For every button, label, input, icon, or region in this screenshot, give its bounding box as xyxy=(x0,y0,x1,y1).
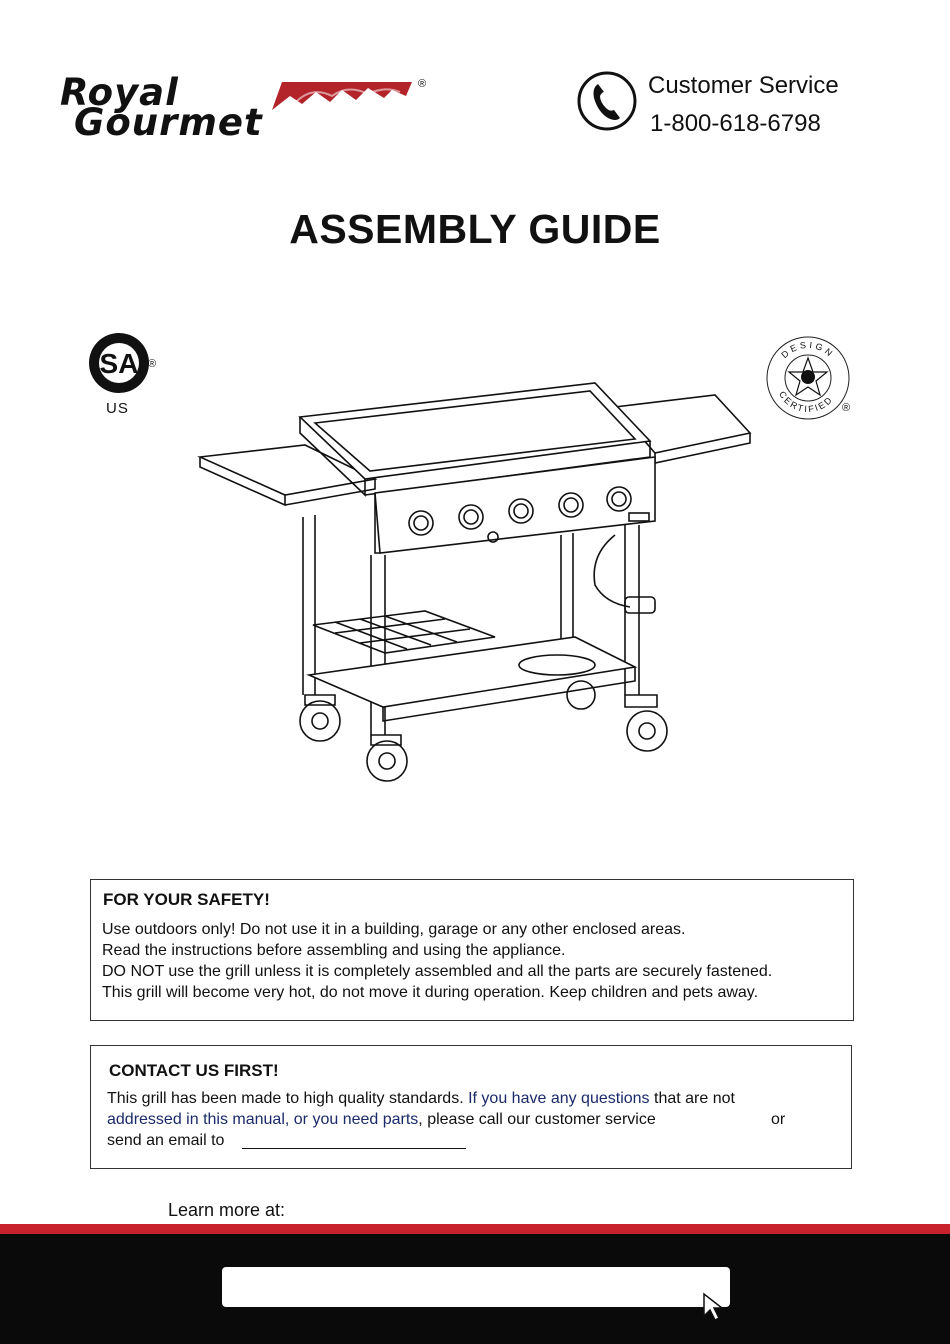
registered-mark: ® xyxy=(418,78,427,90)
contact-line-3: send an email to xyxy=(107,1132,225,1149)
contact-heading: CONTACT US FIRST! xyxy=(109,1061,279,1080)
safety-line: This grill will become very hot, do not move it during operation. Keep children and pets away. xyxy=(102,984,759,1001)
safety-line: Use outdoors only! Do not use it in a building, garage or any other enclosed areas. xyxy=(102,921,686,938)
svg-text:CERTIFIED xyxy=(777,389,835,414)
brand-logo xyxy=(58,72,438,152)
brand-name-line2: Gourmet xyxy=(74,101,263,144)
customer-service-title: Customer Service xyxy=(648,72,839,99)
phone-icon xyxy=(576,70,638,132)
griddle-grill-illustration xyxy=(195,375,760,795)
csa-letters: SA xyxy=(99,348,139,379)
page-title: ASSEMBLY GUIDE xyxy=(289,206,661,252)
contact-line-2: addressed in this manual, or you need parts, please call our customer service xyxy=(107,1111,656,1128)
website-url-box[interactable] xyxy=(222,1267,730,1307)
contact-notice-box xyxy=(90,1045,852,1169)
safety-line: Read the instructions before assembling and using the appliance. xyxy=(102,942,566,959)
csa-certification-mark xyxy=(88,330,160,420)
seal-top-text: DESIGN xyxy=(779,339,837,361)
csa-registered-mark: ® xyxy=(148,358,157,370)
seal-bottom-text: CERTIFIED xyxy=(777,389,836,415)
customer-service-phone[interactable]: 1-800-618-6798 xyxy=(650,110,821,137)
contact-line-1: This grill has been made to high quality standards. If you have any questions that are not xyxy=(107,1090,735,1107)
csa-country-label: US xyxy=(106,400,129,417)
contact-or: or xyxy=(771,1111,786,1128)
safety-heading: FOR YOUR SAFETY! xyxy=(103,890,270,909)
pointer-cursor-icon xyxy=(700,1292,726,1322)
design-certified-seal xyxy=(764,336,856,422)
safety-line: DO NOT use the grill unless it is completely assembled and all the parts are securely fastened. xyxy=(102,963,773,980)
brand-name-line1: Royal xyxy=(60,71,179,114)
email-blank-line xyxy=(242,1148,466,1149)
learn-more-label: Learn more at: xyxy=(168,1200,286,1220)
footer-red-band xyxy=(0,1224,950,1234)
flame-logo-mark xyxy=(272,82,412,110)
safety-notice-box xyxy=(90,879,854,1021)
seal-registered-mark: ® xyxy=(842,402,851,414)
